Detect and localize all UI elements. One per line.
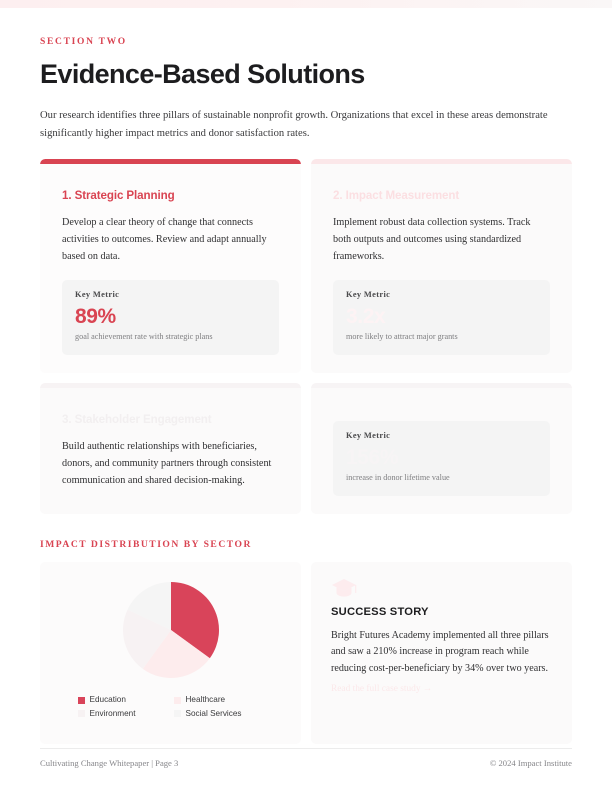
page-title: Evidence-Based Solutions: [40, 58, 365, 89]
metric-value: 156%: [346, 446, 399, 470]
pillar-title: 2. Impact Measurement: [333, 189, 460, 203]
graduation-cap-icon: [331, 578, 357, 598]
pillar-accent-bar: [311, 159, 572, 164]
pillar-accent-bar: [311, 383, 572, 388]
footer-divider: [40, 748, 572, 749]
page-footer: [40, 748, 572, 768]
success-story-title: SUCCESS STORY: [331, 606, 429, 619]
section-label: SECTION TWO: [40, 37, 127, 47]
legend-item: [174, 710, 264, 718]
chart-section-heading: IMPACT DISTRIBUTION BY SECTOR: [40, 538, 252, 550]
legend-item: [78, 696, 168, 704]
pillar-description: Build authentic relationships with beneficiaries, donors, and community partners through consistent communication and shared decision-making.: [62, 440, 272, 486]
key-metric-box: [333, 280, 550, 355]
pie-chart: [121, 580, 221, 680]
metric-label: Key Metric: [75, 289, 120, 299]
legend-swatch: [174, 697, 181, 704]
legend-item: [174, 696, 264, 704]
footer-copyright: © 2024 Impact Institute: [489, 758, 572, 768]
metric-label: Key Metric: [346, 289, 391, 299]
chart-legend: [78, 696, 264, 717]
case-study-link[interactable]: Read the full case study →: [331, 684, 433, 695]
footer-row: [40, 759, 572, 768]
metric-caption: goal achievement rate with strategic plans: [75, 331, 213, 341]
legend-swatch: [78, 697, 85, 704]
success-story-body: Bright Futures Academy implemented all three pillars and saw a 210% increase in program reach while reducing cost-per-beneficiary by 34% over two years.: [331, 629, 549, 674]
pie-chart-card: [40, 562, 301, 744]
metric-label: Key Metric: [346, 430, 391, 440]
pillar-card-2[interactable]: [311, 159, 572, 372]
metric-caption: increase in donor lifetime value: [346, 473, 450, 483]
footer-document-label: Cultivating Change Whitepaper | Page 3: [40, 758, 179, 768]
pie-chart-svg: [121, 580, 221, 680]
pillar-title: 3. Stakeholder Engagement: [62, 412, 212, 426]
legend-label: Social Services: [185, 708, 242, 718]
key-metric-box: [333, 421, 550, 496]
metric-caption: more likely to attract major grants: [346, 331, 458, 341]
pillar-accent-bar: [40, 159, 301, 164]
pillar-card-4[interactable]: [311, 383, 572, 514]
page-content: [40, 0, 572, 744]
key-metric-box: [62, 280, 279, 355]
pillar-description: Develop a clear theory of change that connects activities to outcomes. Review and adapt annually based on data.: [62, 217, 267, 263]
metric-value: 3.2x: [346, 304, 386, 328]
metric-value: 89%: [75, 304, 116, 328]
lower-grid: [40, 562, 572, 744]
pillar-grid: [40, 159, 572, 513]
pillar-card-3[interactable]: [40, 383, 301, 514]
pillar-accent-bar: [40, 383, 301, 388]
pillar-title: 1. Strategic Planning: [62, 189, 175, 203]
success-story-card[interactable]: [311, 562, 572, 744]
legend-label: Healthcare: [185, 695, 226, 705]
pillar-card-1[interactable]: [40, 159, 301, 372]
legend-label: Education: [89, 695, 126, 705]
legend-swatch: [78, 710, 85, 717]
intro-paragraph: Our research identifies three pillars of sustainable nonprofit growth. Organizations that excel in these areas demonstrate significantly higher impact metrics and donor satisfaction rates.: [40, 109, 548, 140]
legend-label: Environment: [89, 708, 136, 718]
pillar-description: Implement robust data collection systems. Track both outputs and outcomes using standardized frameworks.: [333, 217, 531, 263]
legend-item: [78, 710, 168, 718]
legend-swatch: [174, 710, 181, 717]
